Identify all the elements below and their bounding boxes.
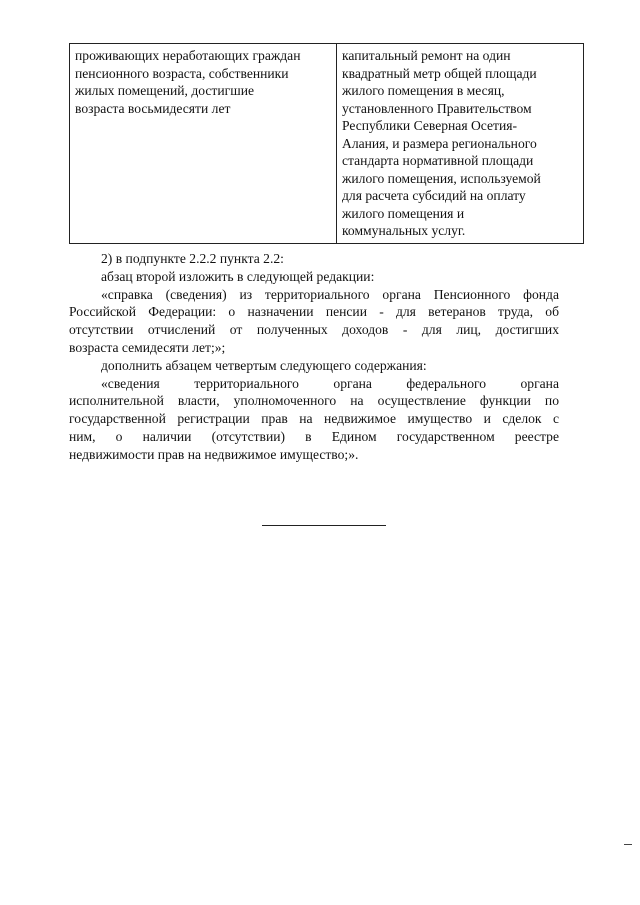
- text-line: недвижимости прав на недвижимое имущество;».: [69, 446, 359, 462]
- text-line: государственной регистрации прав на недвижимое имущество и сделок с: [69, 411, 559, 427]
- table-cell-line: квадратный метр общей площади: [342, 65, 537, 81]
- table-cell-line: проживающих неработающих граждан: [75, 48, 301, 63]
- end-divider: [262, 525, 386, 526]
- table-cell-line: стандарта нормативной площади: [342, 153, 534, 168]
- item-2-heading: 2) в подпункте 2.2.2 пункта 2.2:: [101, 251, 284, 266]
- table-cell-left: [70, 44, 337, 244]
- table-cell-line: жилого помещения и: [342, 205, 465, 221]
- quote-paragraph-2: [69, 375, 559, 464]
- text-line: Российской Федерации: о назначении пенсии - для ветеранов труда, об: [69, 304, 559, 320]
- text-line: «сведения территориального органа федерального органа: [101, 375, 559, 391]
- table-cell-line: коммунальных услуг.: [342, 223, 466, 238]
- text-line: «справка (сведения) из территориального органа Пенсионного фонда: [101, 286, 559, 302]
- text-line: отсутствии отчислений от полученных доходов - для лиц, достигших: [69, 322, 559, 338]
- table-cell-line: жилых помещений, достигшие: [75, 83, 255, 98]
- text-line: ним, о наличии (отсутствии) в Едином государственном реестре: [69, 428, 559, 444]
- paragraph-dopolnit: дополнить абзацем четвертым следующего содержания:: [101, 357, 427, 373]
- table-cell-line: капитальный ремонт на один: [342, 48, 511, 63]
- table-cell-line: Алания, и размера регионального: [342, 135, 537, 151]
- table-cell-line: жилого помещения в месяц,: [342, 83, 505, 98]
- table-cell-line: пенсионного возраста, собственники: [75, 65, 289, 81]
- table-cell-right: [337, 44, 584, 244]
- continuation-table: [69, 43, 584, 244]
- quote-paragraph-1: [69, 286, 559, 357]
- table-cell-line: для расчета субсидий на оплату: [342, 188, 526, 203]
- margin-mark: [624, 844, 632, 845]
- text-line: исполнительной власти, уполномоченного на осуществление функции по: [69, 393, 559, 409]
- table-cell-line: установленного Правительством: [342, 100, 532, 116]
- paragraph-abzac: абзац второй изложить в следующей редакции:: [101, 268, 375, 284]
- table-cell-line: жилого помещения, используемой: [342, 170, 541, 186]
- text-line: возраста семидесяти лет;»;: [69, 339, 226, 355]
- table-cell-line: возраста восьмидесяти лет: [75, 100, 231, 116]
- table-row: [70, 44, 584, 244]
- table-cell-line: Республики Северная Осетия-: [342, 118, 518, 133]
- amendment-text: [69, 250, 559, 464]
